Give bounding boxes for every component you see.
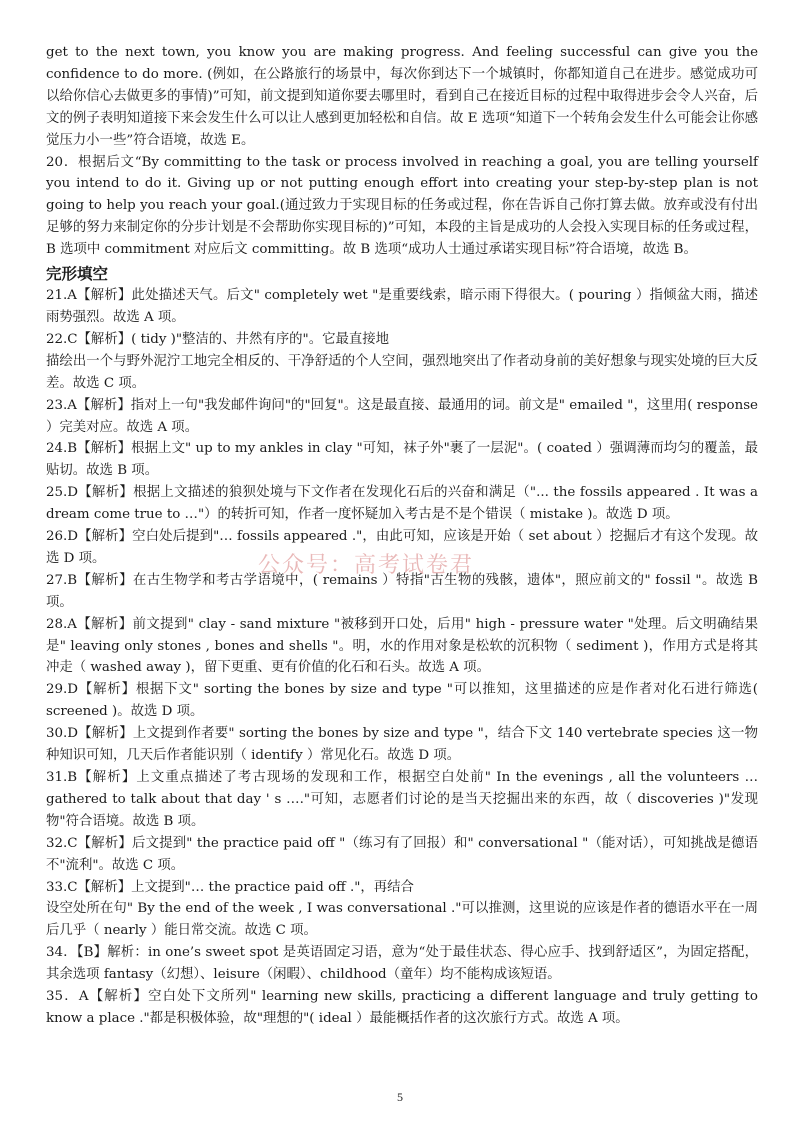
answer-22-continued: 描绘出一个与野外泥泞工地完全相反的、干净舒适的个人空间，强烈地突出了作者动身前的美好想象与现实处境的巨大反差。故选 C 项。 [46,353,758,391]
answer-32: 32.C【解析】后文提到" the practice paid off "（练习有了回报）和" conversational "（能对话），可知挑战是德语不"流利"。故选 C 项。 [46,835,758,873]
answer-22: 22.C【解析】( tidy )"整洁的、井然有序的"。它最直接地 [46,331,390,347]
answer-31: 31.B【解析】上文重点描述了考古现场的发现和工作，根据空白处前" In the evenings , all the volunteers … gathered to talk about that day ' s …."可知，志愿者们讨论的是当天挖掘出来的东西，故（ discoveries )"发现物"符合语境。故选 B 项。 [46,770,758,829]
section-heading-cloze: 完形填空 [46,265,109,284]
answer-27: 27.B【解析】在古生物学和考古学语境中，( remains ）特指"古生物的残骸，遗体"，照应前文的" fossil "。故选 B 项。 [46,572,758,610]
answer-30: 30.D【解析】上文提到作者要" sorting the bones by size and type "，结合下文 140 vertebrate species 这一物种知识可知，几天后作者能识别（ identify ）常见化石。故选 D 项。 [46,726,758,764]
answer-34: 34．【B】解析：in one’s sweet spot 是英语固定习语，意为“处于最佳状态、得心应手、找到舒适区”，为固定搭配，其余选项 fantasy（幻想）、leisure（闲暇）、childhood（童年）均不能构成该短语。 [46,945,758,983]
document-body [46,42,758,1030]
paragraph-answer-20: 20．根据后文“By committing to the task or process involved in reaching a goal, you are telling yourself you intend to do it. Giving up or not putting enough effort into creating your step-by-step plan is not going to help you reach your goal.(通过致力于实现目标的任务或过程，你在告诉自己你打算去做。放弃或没有付出足够的努力来制定你的分步计划是不会帮助你实现目标的)”可知，本段的主旨是成功的人会投入实现目标的任务或过程，B 选项中 commitment 对应后文 committing。故 B 选项“成功人士通过承诺实现目标”符合语境，故选 B。 [46,154,758,258]
answer-26: 26.D【解析】空白处后提到"… fossils appeared ."，由此可知，应该是开始（ set about ）挖掘后才有这个发现。故选 D 项。 [46,529,758,566]
answer-21: 21.A【解析】此处描述天气。后文" completely wet "是重要线索，暗示雨下得很大。( pouring ）指倾盆大雨，描述雨势强烈。故选 A 项。 [46,288,758,325]
answer-29: 29.D【解析】根据下文" sorting the bones by size and type "可以推知，这里描述的应是作者对化石进行筛选( screened )。故选 D 项。 [46,682,758,720]
answer-25: 25.D【解析】根据上文描述的狼狈处境与下文作者在发现化石后的兴奋和满足（"... the fossils appeared . It was a dream come true to …"）的转折可知，作者一度怀疑加入考古是不是个错误（ mistake )。故选 D 项。 [46,485,758,523]
page-number: 5 [397,1090,403,1104]
answer-24: 24.B【解析】根据上文" up to my ankles in clay "可知，袜子外"裹了一层泥"。( coated ）强调薄而均匀的覆盖，最贴切。故选 B 项。 [46,441,758,479]
answer-33-continued: 设空处所在句" By the end of the week , I was conversational ."可以推测，这里说的应该是作者的德语水平在一周后几乎（ nearly ）能日常交流。故选 C 项。 [46,901,758,939]
answer-35: 35．A【解析】空白处下文所列" learning new skills, practicing a different language and truly getting to know a place ."都是积极体验，故"理想的"( ideal ）最能概括作者的这次旅行方式。故选 A 项。 [46,989,758,1026]
answer-33: 33.C【解析】上文提到"… the practice paid off ."，再结合 [46,879,414,895]
watermark-text: 公众号：高考试卷君 [258,553,475,578]
answer-28: 28.A【解析】前文提到" clay - sand mixture "被移到开口处，后用" high - pressure water "处理。后文明确结果是" leaving only stones , bones and shells "。明，水的作用对象是松软的沉积物（ sediment )，作用方式是将其冲走（ washed away )，留下更重、更有价值的化石和石头。故选 A 项。 [46,616,758,676]
answer-23: 23.A【解析】指对上一句"我发邮件询问"的"回复"。这是最直接、最通用的词。前文是" emailed "，这里用( response ）完美对应。故选 A 项。 [46,397,758,435]
paragraph-continued-19: get to the next town, you know you are making progress. And feeling successful can give you the confidence to do more. (例如，在公路旅行的场景中，每次你到达下一个城镇时，你都知道自己在进步。感觉成功可以给你信心去做更多的事情)”可知，前文提到知道你要去哪里时，看到自己在接近目标的过程中取得进步会令人兴奋，后文的例子表明知道接下来会发生什么可以让人感到更加轻松和自信。故 E 选项“知道下一个转角会发生什么可能会让你感觉压力小一些”符合语境，故选 E。 [46,45,758,148]
